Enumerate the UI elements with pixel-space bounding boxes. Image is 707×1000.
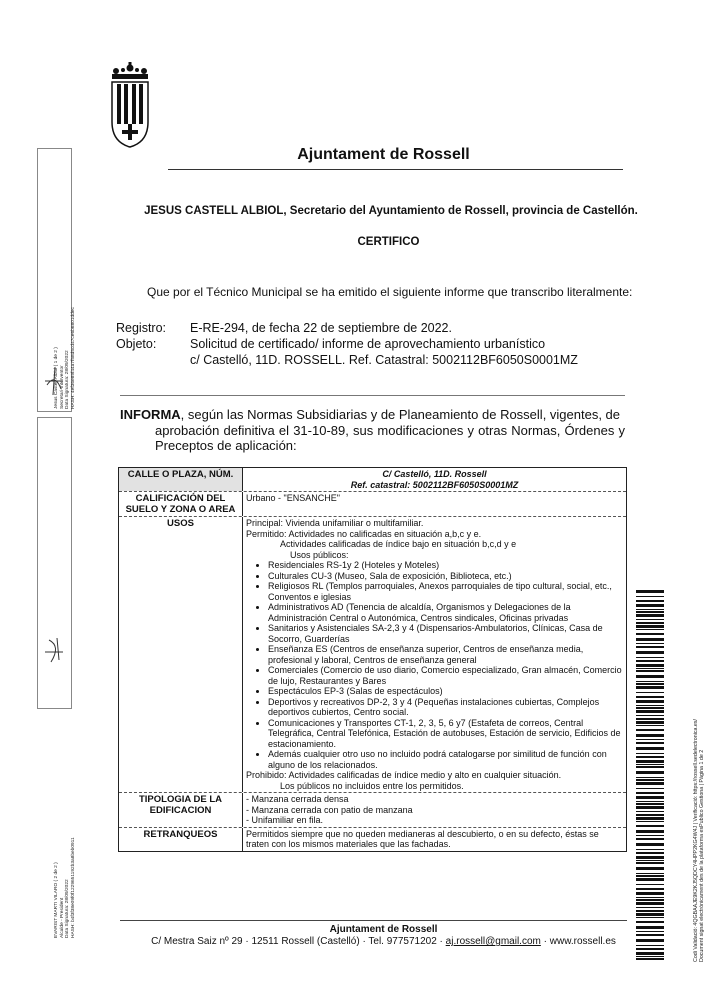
signature-2-scribble (41, 632, 67, 668)
retranqueos-label: RETRANQUEOS (119, 828, 243, 851)
barcode-bar (636, 958, 664, 960)
barcode-bar (636, 596, 664, 597)
barcode-bar (636, 734, 664, 737)
barcode-bar (636, 867, 664, 870)
list-item: • Comunicaciones y Transportes CT-1, 2, 3, 5, 6 y7 (Estafeta de correos, Central Telegráfica, Central Telefónica, Estación de autobuses, Estación de servicio, Edificios de estacionamiento. (268, 718, 623, 750)
barcode-bar (636, 856, 664, 859)
verification-line-2: Document signat electrònicament des de la plataforma esPublico Gestiona | Pàgina 1 de 2 (699, 749, 706, 962)
barcode-bar (636, 747, 664, 750)
barcode-bar (636, 884, 664, 885)
barcode-bar (636, 917, 664, 918)
barcode-bar (636, 625, 664, 628)
informa-lead: INFORMA (120, 407, 181, 422)
address-street: C/ Castelló, 11D. Rossell (382, 469, 487, 479)
barcode-bar (636, 660, 664, 662)
barcode-bar (636, 600, 664, 602)
barcode-bar (636, 696, 664, 698)
barcode-bar (636, 910, 664, 912)
footer-address-text: C/ Mestra Saiz nº 29 · 12511 Rossell (Castelló) · Tel. 977571202 · (151, 936, 446, 947)
barcode-bar (636, 777, 664, 778)
certifico-heading: CERTIFICO (357, 236, 420, 248)
barcode-bar (636, 945, 664, 946)
barcode-bar (636, 705, 664, 706)
calificacion-label: CALIFICACIÓN DEL SUELO Y ZONA O AREA (119, 492, 243, 516)
barcode-bar (636, 725, 664, 726)
tipologia-value (243, 793, 626, 827)
barcode-bar (636, 629, 664, 630)
signature-stamp-1 (37, 148, 76, 412)
barcode-bar (636, 921, 664, 923)
barcode-bar (636, 852, 664, 854)
tipologia-label: TIPOLOGIA DE LA EDIFICACION (119, 793, 243, 827)
table-row-retranqueos (119, 828, 626, 851)
barcode-bar (636, 646, 664, 648)
barcode-bar (636, 907, 664, 908)
usos-calificadas: Actividades calificadas de índice bajo en situación b,c,d y e (280, 539, 517, 549)
list-item: • Además cualquier otro uso no incluido podrá catalogarse por similitud de función con alguno de los relacionados. (268, 749, 623, 770)
barcode-bar (636, 875, 664, 877)
barcode-bar (636, 806, 664, 809)
list-item: - Unifamiliar en fila. (246, 815, 324, 825)
usos-value (243, 517, 626, 792)
barcode-bar (636, 771, 664, 774)
barcode-bar (636, 753, 664, 754)
coat-of-arms-logo (106, 62, 154, 148)
barcode-bar (636, 825, 664, 827)
objeto-value-line1: Solicitud de certificado/ informe de aprovechamiento urbanístico (190, 337, 546, 351)
page-title: Ajuntament de Rossell (297, 146, 470, 163)
signature-stamp-2 (37, 417, 76, 938)
barcode-bar (636, 821, 664, 822)
barcode-bar (636, 956, 664, 957)
list-item: - Manzana cerrada densa (246, 794, 349, 804)
barcode-bar (636, 803, 664, 805)
signature-1-hash: HASH: 4ef36e89f44a7f58d5cd47ce6b6801ddec (70, 307, 76, 409)
barcode-bar (636, 835, 664, 836)
barcode-bar (636, 913, 664, 916)
usos-list (246, 560, 623, 770)
signature-2-role: Alcalde - President (59, 897, 65, 938)
barcode-bar (636, 782, 664, 785)
barcode-bar (636, 760, 664, 763)
barcode-bar (636, 792, 664, 794)
barcode-bar (636, 764, 664, 765)
informa-paragraph (120, 407, 625, 454)
barcode-bar (636, 843, 664, 846)
barcode-bar (636, 710, 664, 713)
barcode-bar (636, 888, 664, 890)
barcode-bar (636, 766, 664, 768)
footer-divider (120, 920, 627, 921)
barcode-bar (636, 801, 664, 802)
verification-line-1: Codi Validació: 4QGBAAJE9K2KJ5QDCY4HPP2KG4W4J | Verificació: https://rossell.sedelectronica.es/ (693, 719, 699, 962)
barcode-bar (636, 707, 664, 709)
list-item: • Administrativos AD (Tenencia de alcaldía, Organismos y Delegaciones de la Administración Central o Autonómica, Centros sindicales, Oficinas privadas (268, 602, 623, 623)
informa-text-2: aprobación definitiva el 31-10-89, sus modificaciones y otras Normas, Órdenes y Preceptos de aplicación: (155, 422, 625, 453)
list-item: • Culturales CU-3 (Museo, Sala de exposición, Biblioteca, etc.) (268, 571, 623, 582)
barcode-bar (636, 862, 664, 864)
table-row-address (119, 468, 626, 492)
barcode-bar (636, 873, 664, 874)
list-item: • Sanitarios y Asistenciales SA-2,3 y 4 (Dispensarios-Ambulatorios, Clínicas, Casa de Socorro, Guarderías (268, 623, 623, 644)
barcode-bar (636, 878, 664, 881)
address-cadastral-ref: Ref. catastral: 5002112BF6050S0001MZ (350, 479, 519, 490)
barcode-bar (636, 664, 664, 667)
barcode-bar (636, 619, 664, 620)
list-item: - Manzana cerrada con patio de manzana (246, 804, 413, 815)
usos-prohibido-2: Los públicos no incluidos entre los permitidos. (280, 780, 464, 791)
barcode-image (636, 590, 664, 960)
calificacion-value: Urbano - "ENSANCHE" (246, 493, 340, 503)
usos-prohibido: Prohibido: Actividades calificadas de índice medio y alto en cualquier situación. (246, 770, 562, 780)
barcode-bar (636, 952, 664, 955)
usos-permitido: Permitido: Actividades no calificadas en situación a,b,c y e. (246, 528, 482, 539)
barcode-bar (636, 931, 664, 932)
barcode-bar (636, 622, 664, 624)
barcode-bar (636, 700, 664, 703)
list-item: • Comerciales (Comercio de uso diario, Comercio especializado, Gran almacén, Comercio de lujo, Restaurantes y Bares (268, 665, 623, 686)
barcode-bar (636, 686, 664, 689)
barcode-bar (636, 811, 664, 812)
barcode-bar (636, 926, 664, 929)
intro-text: Que por el Técnico Municipal se ha emitido el siguiente informe que transcribo literalmente: (147, 285, 633, 299)
barcode-bar (636, 830, 664, 833)
barcode-bar (636, 668, 664, 669)
barcode-bar (636, 899, 664, 901)
barcode-bar (636, 721, 664, 724)
signature-1-date: Data Signatura: 28/09/2022 (65, 350, 70, 409)
barcode-bar (636, 614, 664, 617)
barcode-bar (636, 849, 664, 850)
barcode-bar (636, 796, 664, 799)
barcode-bar (636, 817, 664, 820)
barcode-bar (636, 814, 664, 816)
registro-label: Registro: (116, 321, 167, 335)
barcode-bar (636, 657, 664, 658)
table-row-tipologia (119, 793, 626, 828)
barcode-bar (636, 715, 664, 716)
footer-email-link[interactable]: aj.rossell@gmail.com (445, 936, 541, 947)
list-item: • Residenciales RS-1y 2 (Hoteles y Moteles) (268, 560, 623, 571)
signature-2-name: EVARIST MARTI VILARO ( 2 de 2 ) (54, 862, 59, 938)
barcode-bar (636, 718, 664, 720)
table-row-calificacion (119, 492, 626, 517)
barcode-bar (636, 643, 664, 644)
objeto-label: Objeto: (116, 337, 157, 351)
barcode-bar (636, 948, 664, 950)
barcode-bar (636, 638, 664, 641)
barcode-bar (636, 934, 664, 936)
barcode-bar (636, 860, 664, 861)
footer-address (0, 936, 707, 947)
signature-2-text (54, 837, 76, 938)
barcode-bar (636, 670, 664, 672)
barcode-bar (636, 609, 664, 610)
urban-info-table (118, 467, 627, 852)
barcode-bar (636, 756, 664, 758)
barcode-bar (636, 788, 664, 789)
list-item: • Espectáculos EP-3 (Salas de espectáculos) (268, 686, 623, 697)
barcode-bar (636, 683, 664, 685)
informa-text-1: , según las Normas Subsidiarias y de Planeamiento de Rossell, vigentes, de (180, 407, 621, 422)
list-item: • Enseñanza ES (Centros de enseñanza superior, Centros de enseñanza media, profesional y laboral, Centros de enseñanza general (268, 644, 623, 665)
barcode-bar (636, 590, 664, 593)
barcode-bar (636, 611, 664, 613)
address-label: CALLE O PLAZA, NÚM. (119, 468, 243, 491)
footer-web: · www.rossell.es (540, 936, 616, 947)
verification-text (693, 719, 706, 962)
barcode-bar (636, 604, 664, 607)
barcode-bar (636, 779, 664, 781)
table-row-usos (119, 517, 626, 793)
barcode-bar (636, 838, 664, 840)
barcode-bar (636, 892, 664, 895)
list-item: • Religiosos RL (Templos parroquiales, Anexos parroquiales de tipo cultural, social, etc., Conventos e iglesias (268, 581, 623, 602)
usos-label: USOS (119, 517, 243, 792)
objeto-value-line2: c/ Castelló, 11D. ROSSELL. Ref. Catastral: 5002112BF6050S0001MZ (190, 353, 578, 367)
barcode-bar (636, 742, 664, 744)
footer-title: Ajuntament de Rossell (329, 924, 438, 935)
section-divider (120, 395, 625, 396)
barcode-bar (636, 902, 664, 905)
signature-2-hash: HASH: b4f3f38e09f0f1229651192b3a8beb0911 (70, 837, 76, 938)
barcode-bar (636, 675, 664, 678)
header-divider (168, 169, 623, 170)
signature-2-date: Data Signatura: 28/09/2022 (65, 879, 70, 938)
usos-principal: Principal: Vivienda unifamiliar o multifamiliar. (246, 518, 424, 528)
barcode-bar (636, 729, 664, 731)
barcode-bar (636, 633, 664, 635)
barcode-bar (636, 739, 664, 740)
signature-1-role: Secretari-Interventor (59, 365, 65, 409)
barcode-bar (636, 939, 664, 942)
retranqueos-value: Permitidos siempre que no queden medianeras al descubierto, o en su defecto, éstas se traten con los mismos materiales que las fachadas. (246, 828, 599, 849)
signature-1-scribble (41, 363, 67, 399)
usos-publicos: Usos públicos: (290, 549, 349, 560)
barcode-bar (636, 897, 664, 898)
barcode-bar (636, 692, 664, 693)
secretary-line: JESUS CASTELL ALBIOL, Secretario del Ayuntamiento de Rossell, provincia de Castellón. (144, 205, 638, 217)
barcode-bar (636, 681, 664, 682)
signature-1-name: Jesus Castell Albiol ( 1 de 2 ) (54, 347, 59, 409)
barcode-bar (636, 651, 664, 654)
registro-value: E-RE-294, de fecha 22 de septiembre de 2022. (190, 321, 452, 335)
address-value (243, 468, 626, 491)
list-item: • Deportivos y recreativos DP-2, 3 y 4 (Pequeñas instalaciones cubiertas, Complejos deportivos cubiertos, Centro social. (268, 697, 623, 718)
